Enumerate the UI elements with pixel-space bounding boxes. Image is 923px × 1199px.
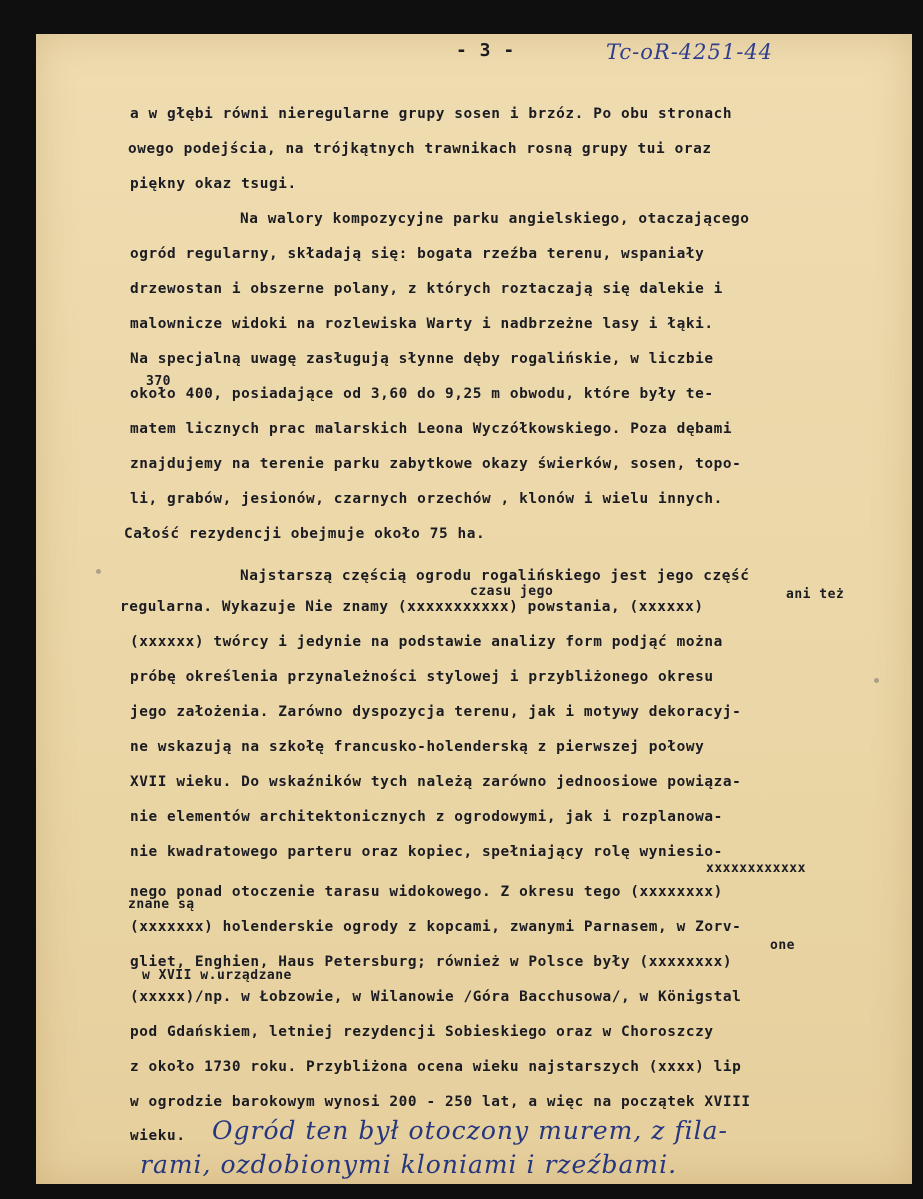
text-line: malownicze widoki na rozlewiska Warty i nadbrzeżne lasy i łąki. <box>130 316 714 332</box>
text-line: (xxxxx)/np. w Łobzowie, w Wilanowie /Góra Bacchusowa/, w Königstal <box>130 989 742 1005</box>
handwritten-note-line: Ogród ten był otoczony murem, z fila- <box>212 1116 728 1145</box>
text-line: Na specjalną uwagę zasługują słynne dęby rogalińskie, w liczbie <box>130 351 714 367</box>
text-line: nie kwadratowego parteru oraz kopiec, spełniający rolę wyniesio- <box>130 844 723 860</box>
interlinear-insert: czasu jego <box>470 584 554 599</box>
text-line: Najstarszą częścią ogrodu rogalińskiego jest jego część <box>240 568 750 584</box>
interlinear-number: 370 <box>146 374 171 389</box>
text-line: piękny okaz tsugi. <box>130 176 297 192</box>
text-line: w ogrodzie barokowym wynosi 200 - 250 lat, a więc na początek XVIII <box>130 1094 751 1110</box>
text-line: nego ponad otoczenie tarasu widokowego. Z okresu tego (xxxxxxxx) <box>130 884 723 900</box>
margin-mark <box>874 678 879 683</box>
text-line: (xxxxxxx) holenderskie ogrody z kopcami, zwanymi Parnasem, w Zorv- <box>130 919 742 935</box>
text-line: XVII wieku. Do wskaźników tych należą zarówno jednoosiowe powiąza- <box>130 774 742 790</box>
text-line: z około 1730 roku. Przybliżona ocena wieku najstarszych (xxxx) lip <box>130 1059 742 1075</box>
text-line: matem licznych prac malarskich Leona Wyczółkowskiego. Poza dębami <box>130 421 733 437</box>
interlinear-insert: one <box>770 938 795 953</box>
text-line: pod Gdańskiem, letniej rezydencji Sobieskiego oraz w Choroszczy <box>130 1024 714 1040</box>
page-number: - 3 - <box>456 40 516 61</box>
text-line: Całość rezydencji obejmuje około 75 ha. <box>124 526 486 542</box>
text-line: (xxxxxx) twórcy i jedynie na podstawie analizy form podjąć można <box>130 634 723 650</box>
text-line: gliet, Enghien, Haus Petersburg; również w Polsce były (xxxxxxxx) <box>130 954 733 970</box>
text-line: regularna. Wykazuje Nie znamy (xxxxxxxxxxx) powstania, (xxxxxx) <box>120 599 704 615</box>
text-line: li, grabów, jesionów, czarnych orzechów , klonów i wielu innych. <box>130 491 723 507</box>
text-line: próbę określenia przynależności stylowej i przybliżonego okresu <box>130 669 714 685</box>
text-line: znajdujemy na terenie parku zabytkowe okazy świerków, sosen, topo- <box>130 456 742 472</box>
text-line: a w głębi równi nieregularne grupy sosen i brzóz. Po obu stronach <box>130 106 733 122</box>
handwritten-note-line: rami, ozdobionymi kloniami i rzeźbami. <box>140 1150 678 1179</box>
text-line: jego założenia. Zarówno dyspozycja terenu, jak i motywy dekoracyj- <box>130 704 742 720</box>
interlinear-insert: w XVII w.urządzane <box>142 968 292 983</box>
text-line: Na walory kompozycyjne parku angielskiego, otaczającego <box>240 211 750 227</box>
interlinear-overstrike: xxxxxxxxxxxx <box>706 861 806 876</box>
text-line: drzewostan i obszerne polany, z których roztaczają się dalekie i <box>130 281 723 297</box>
interlinear-insert: ani też <box>786 587 845 602</box>
archive-reference: Tc-oR-4251-44 <box>606 40 774 64</box>
text-line: ne wskazują na szkołę francusko-holenderską z pierwszej połowy <box>130 739 705 755</box>
text-line: nie elementów architektonicznych z ogrodowymi, jak i rozplanowa- <box>130 809 723 825</box>
text-line: ogród regularny, składają się: bogata rzeźba terenu, wspaniały <box>130 246 705 262</box>
text-line: około 400, posiadające od 3,60 do 9,25 m obwodu, które były te- <box>130 386 714 402</box>
interlinear-insert: znane są <box>128 897 195 912</box>
margin-mark <box>96 569 101 574</box>
text-line: owego podejścia, na trójkątnych trawnikach rosną grupy tui oraz <box>128 141 712 157</box>
document-page <box>36 34 912 1184</box>
text-line: wieku. <box>130 1128 186 1144</box>
